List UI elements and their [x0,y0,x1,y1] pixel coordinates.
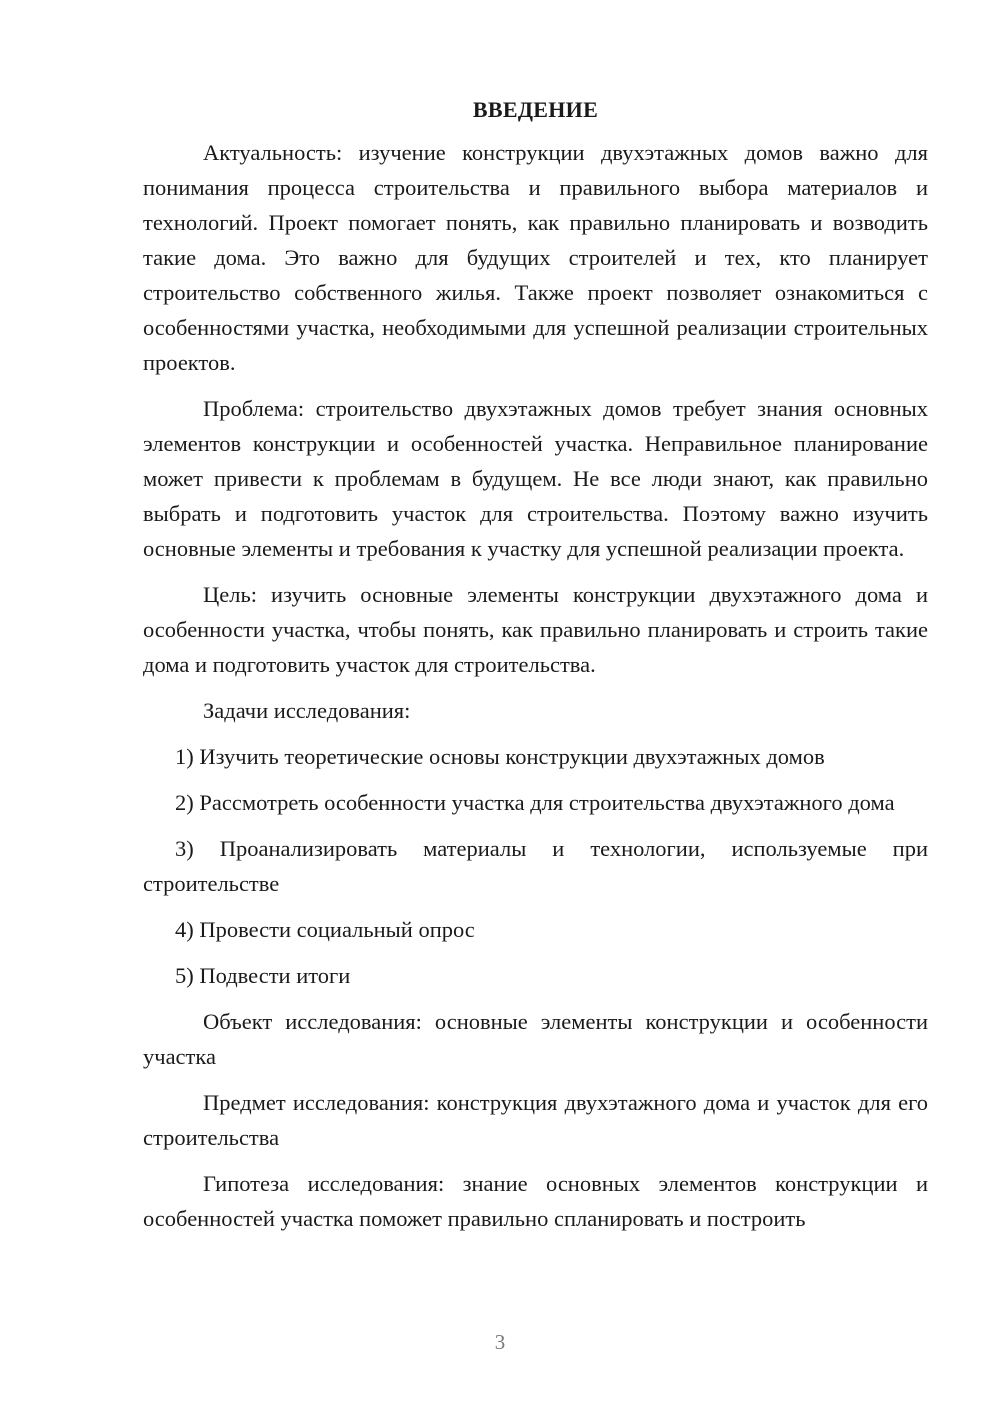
list-item: 5) Подвести итоги [175,963,351,988]
tasks-title: Задачи исследования: [203,698,411,723]
list-item: 3) Проанализировать материалы и технологии, используемые при строительстве [143,836,928,896]
paragraph-relevance: Актуальность: изучение конструкции двухэтажных домов важно для понимания процесса строительства и правильного выбора материалов и технологий. Проект помогает понять, как правильно планировать и возводить такие дома. Это важно для будущих строителей и тех, кто планирует строительство собственного жилья. Также проект позволяет ознакомиться с особенностями участка, необходимыми для успешной реализации строительных проектов. [143,140,928,375]
list-item: 2) Рассмотреть особенности участка для строительства двухэтажного дома [175,790,895,815]
paragraph-subject: Предмет исследования: конструкция двухэтажного дома и участок для его строительства [143,1090,928,1150]
list-item: 4) Провести социальный опрос [175,917,475,942]
section-heading: ВВЕДЕНИЕ [472,97,599,122]
list-item: 1) Изучить теоретические основы конструкции двухэтажных домов [175,744,825,769]
paragraph-problem: Проблема: строительство двухэтажных домов требует знания основных элементов конструкции и особенностей участка. Неправильное планирование может привести к проблемам в будущем. Не все люди знают, как правильно выбрать и подготовить участок для строительства. Поэтому важно изучить основные элементы и требования к участку для успешной реализации проекта. [143,396,928,561]
page-number: 3 [494,1330,506,1354]
page-content [143,92,928,1247]
paragraph-hypothesis: Гипотеза исследования: знание основных элементов конструкции и особенностей участка поможет правильно спланировать и построить [143,1171,928,1231]
paragraph-object: Объект исследования: основные элементы конструкции и особенности участка [143,1009,928,1069]
paragraph-goal: Цель: изучить основные элементы конструкции двухэтажного дома и особенности участка, чтобы понять, как правильно планировать и строить такие дома и подготовить участок для строительства. [143,582,928,677]
tasks-list [143,739,928,993]
